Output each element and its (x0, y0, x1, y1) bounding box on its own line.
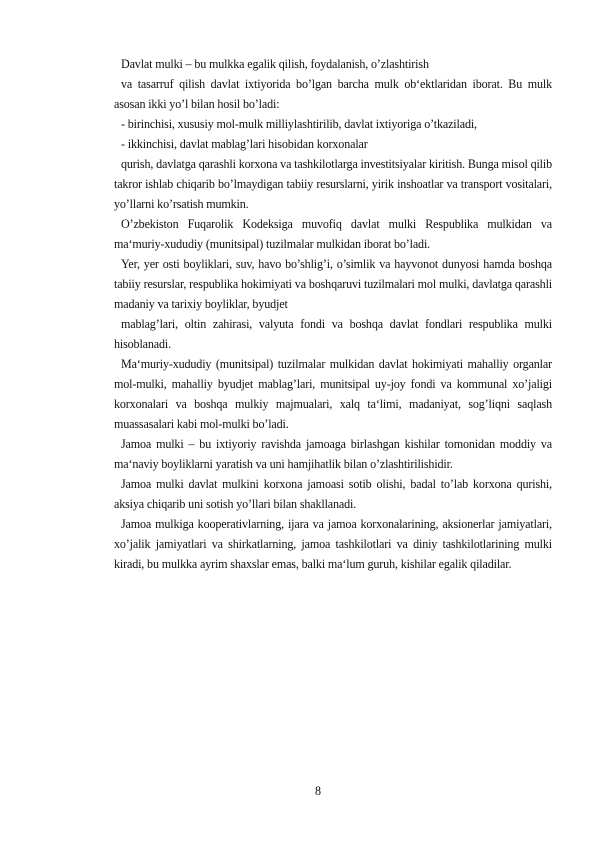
paragraph-9: Ma‘muriy-xududiy (munitsipal) tuzilmalar mulkidan davlat hokimiyati mahalliy organlar mol-mulki, mahalliy byudjet mablag’lari, munitsipal uy-joy fondi va kommunal xo’jaligi korxonalari va boshqa mulkiy majmualari, xalq ta‘limi, madaniyat, sog’liqni saqlash muassasalari kabi mol-mulki bo’ladi. (114, 357, 552, 431)
paragraph-3: - birinchisi, xususiy mol-mulk milliylashtirilib, davlat ixtiyoriga o’tkaziladi, (121, 117, 477, 131)
paragraph-7: Yer, yer osti boyliklari, suv, havo bo’shlig’i, o’simlik va hayvonot dunyosi hamda boshqa tabiiy resurslar, respublika hokimiyati va boshqaruvi tuzilmalari mol mulki, davlatga qarashli madaniy va tarixiy boyliklar, byudjet (114, 257, 552, 311)
page-number: 8 (314, 784, 322, 798)
paragraph-5: qurish, davlatga qarashli korxona va tashkilotlarga investitsiyalar kiritish. Bunga misol qilib takror ishlab chiqarib bo’lmaydigan tabiiy resurslarni, yirik inshoatlar va transport vositalari, yo’llarni ko’rsatish mumkin. (114, 157, 552, 211)
paragraph-6: O’zbekiston Fuqarolik Kodeksiga muvofiq davlat mulki Respublika mulkidan va ma‘muriy-xududiy (munitsipal) tuzilmalar mulkidan iborat bo’ladi. (114, 217, 552, 251)
paragraph-1: Davlat mulki – bu mulkka egalik qilish, foydalanish, o’zlashtirish (121, 57, 429, 71)
document-body (114, 54, 552, 574)
paragraph-4: - ikkinchisi, davlat mablag’lari hisobidan korxonalar (121, 137, 368, 151)
paragraph-11: Jamoa mulki davlat mulkini korxona jamoasi sotib olishi, badal to’lab korxona qurishi, aksiya chiqarib uni sotish yo’llari bilan shakllanadi. (114, 477, 552, 511)
paragraph-2: va tasarruf qilish davlat ixtiyorida bo’lgan barcha mulk ob‘ektlaridan iborat. Bu mulk asosan ikki yo’l bilan hosil bo’ladi: (114, 77, 552, 111)
paragraph-12: Jamoa mulkiga kooperativlarning, ijara va jamoa korxonalarining, aksionerlar jamiyatlari, xo’jalik jamiyatlari va shirkatlarning, jamoa tashkilotlari va diniy tashkilotlarining mulki kiradi, bu mulkka ayrim shaxslar emas, balki ma‘lum guruh, kishilar egalik qiladilar. (114, 517, 552, 571)
paragraph-10: Jamoa mulki – bu ixtiyoriy ravishda jamoaga birlashgan kishilar tomonidan moddiy va ma‘naviy boyliklarni yaratish va uni hamjihatlik bilan o’zlashtirilishidir. (114, 437, 552, 471)
paragraph-8: mablag’lari, oltin zahirasi, valyuta fondi va boshqa davlat fondlari respublika mulki hisoblanadi. (114, 317, 552, 351)
